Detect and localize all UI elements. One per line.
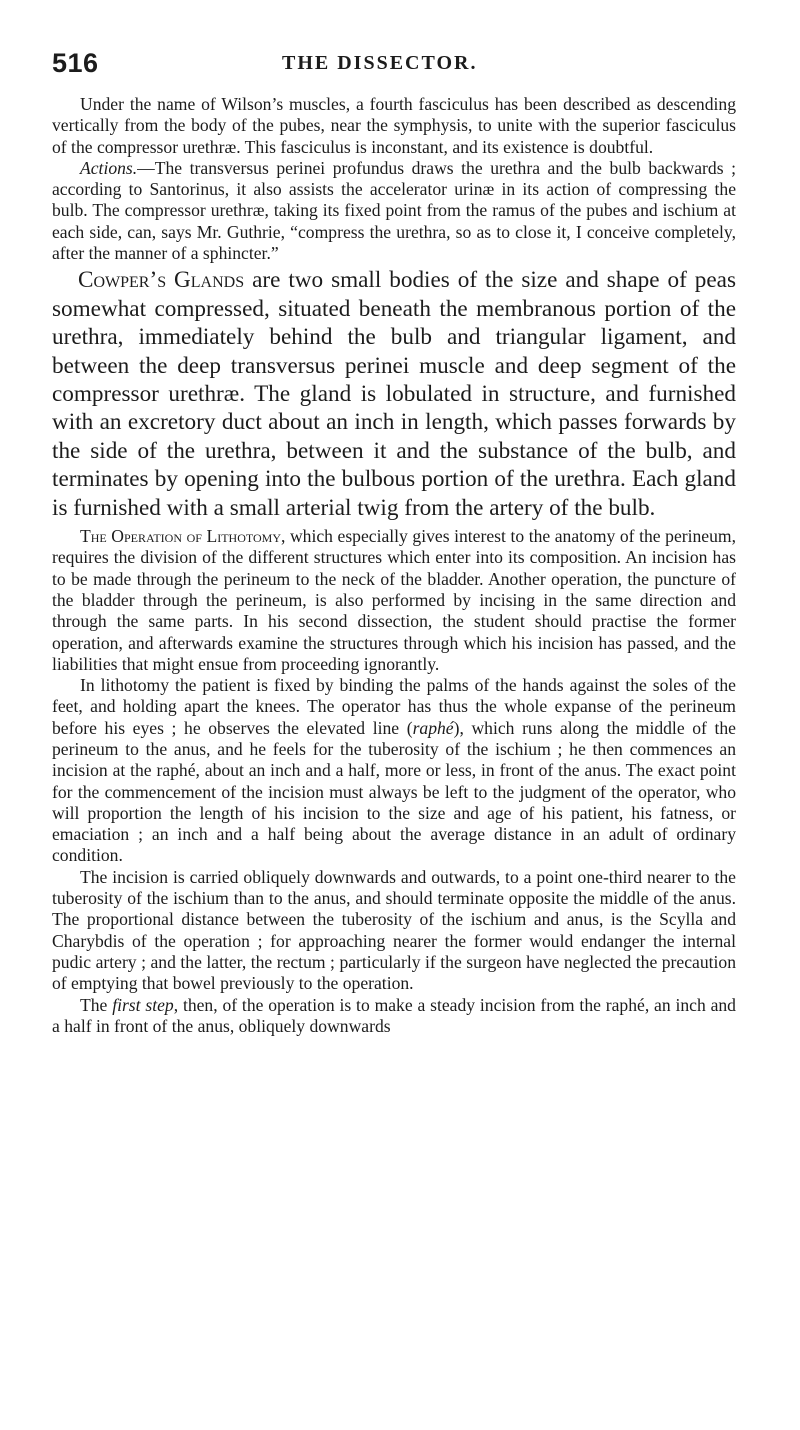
page-header <box>52 48 736 94</box>
paragraph-incision: The incision is carried obliquely downwards and outwards, to a point one-third nearer to the tuberosity of the ischium than to the anus, and should terminate opposite the middle of the anus. The proportional distance between the tuberosity of the ischium and anus, is the Scylla and Charybdis of the operation ; for approaching nearer the former would endanger the internal pudic artery ; and the latter, the rectum ; particularly if the surgeon have neglected the precaution of emptying that bowel previously to the operation. <box>52 866 736 994</box>
first-step-text-2: , then, of the operation is to make a steady incision from the raphé, an inch and a half in front of the anus, obliquely downwards <box>52 994 736 1036</box>
paragraph-actions <box>52 158 736 264</box>
actions-heading: Actions. <box>80 157 138 178</box>
book-page <box>0 48 800 1430</box>
paragraph-cowpers-glands <box>52 266 736 522</box>
paragraph-patient-position <box>52 675 736 867</box>
raphe-term: raphé <box>412 717 454 738</box>
cowpers-glands-heading: Cowper’s Glands <box>78 267 245 294</box>
paragraph-lithotomy <box>52 526 736 675</box>
running-head: THE DISSECTOR. <box>282 52 478 74</box>
cowpers-glands-text: are two small bodies of the size and shape of peas somewhat compressed, situated beneath the membranous portion of the urethra, immediately behind the bulb and triangular ligament, and between the deep transversus perinei muscle and deep segment of the compressor urethræ. The gland is lobulated in structure, and furnished with an excretory duct about an inch in length, which passes forwards by the side of the urethra, between it and the substance of the bulb, and terminates by opening into the bulbous portion of the urethra. Each gland is furnished with a small arterial twig from the artery of the bulb. <box>52 267 736 521</box>
first-step-text-1: The <box>80 994 113 1015</box>
patient-position-text-1: In lithotomy the patient is fixed by binding the palms of the hands against the soles of the feet, and holding apart the knees. The operator has thus the whole expanse of the perineum before his eyes ; he observes the elevated line ( <box>52 675 736 738</box>
actions-text: —The transversus perinei profundus draws the urethra and the bulb backwards ; according to Santorinus, it also assists the accelerator urinæ in its action of compressing the bulb. The compressor urethræ, taking its fixed point from the ramus of the pubes and ischium at each side, can, says Mr. Guthrie, “compress the urethra, so as to close it, I conceive completely, after the manner of a sphincter.” <box>52 157 736 264</box>
paragraph-first-step <box>52 995 736 1038</box>
lithotomy-text: which especially gives interest to the anatomy of the perineum, requires the division of the different structures which enter into its composition. An incision has to be made through the perineum to the neck of the bladder. Another operation, the puncture of the bladder through the perineum, is also performed by incising in the same direction and through the same parts. In his second dissection, the student should practise the former operation, and afterwards examine the structures through which his incision has passed, and the liabilities that might ensue from proceeding ignorantly. <box>52 526 736 674</box>
first-step-term: first step <box>112 994 174 1015</box>
paragraph-wilsons-muscles: Under the name of Wilson’s muscles, a fourth fasciculus has been described as descending vertically from the body of the pubes, near the symphysis, to unite with the superior fasciculus of the compressor urethræ. This fasciculus is inconstant, and its existence is doubtful. <box>52 94 736 157</box>
body-text <box>52 94 736 1037</box>
page-number: 516 <box>52 48 99 78</box>
lithotomy-heading: The Operation of Lithotomy, <box>80 526 286 547</box>
patient-position-text-2: ), which runs along the middle of the perineum to the anus, and he feels for the tuberosity of the ischium ; he then commences an incision at the raphé, about an inch and a half, more or less, in front of the anus. The exact point for the commencement of the incision must always be left to the judgment of the operator, who will proportion the length of his incision to the size and age of his patient, his fatness, or emaciation ; an inch and a half being about the average distance in an adult of ordinary condition. <box>52 717 736 866</box>
